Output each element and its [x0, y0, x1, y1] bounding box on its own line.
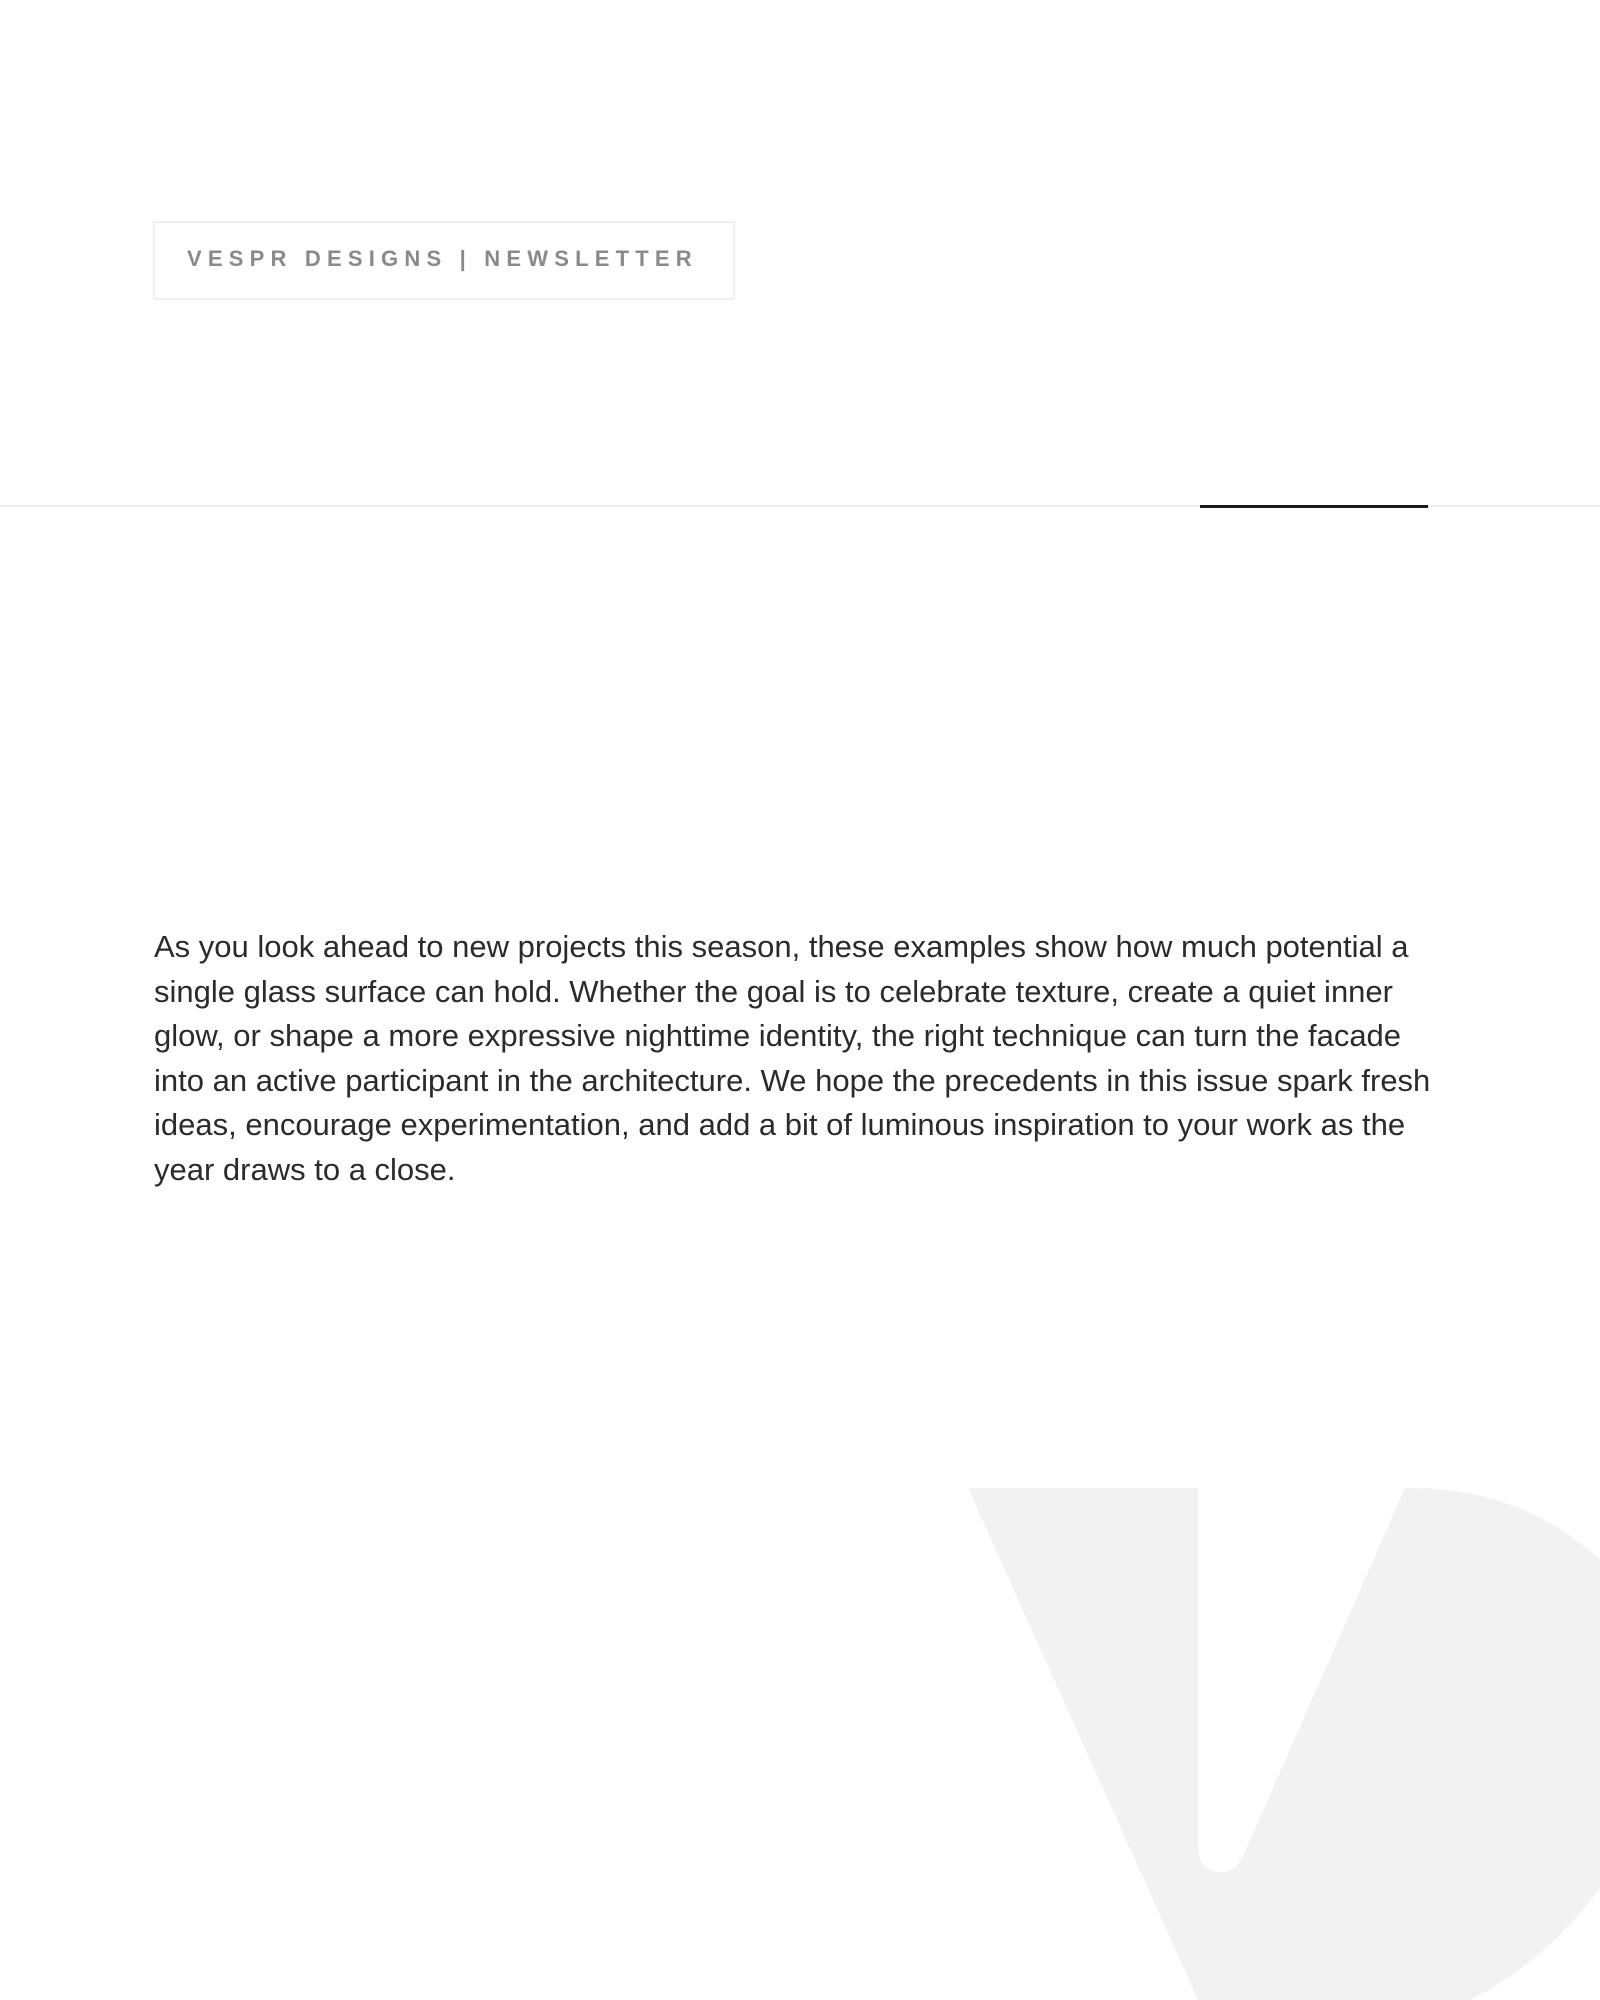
section-divider-accent	[1200, 505, 1428, 508]
logo-left-stroke	[968, 1488, 1600, 2000]
closing-paragraph: As you look ahead to new projects this season, these examples show how much potential a single glass surface can hold. Whether the goal is to celebrate texture, create a quiet inner glow, or shape a more expressive nighttime identity, the right technique can turn the facade into an active participant in the architecture. We hope the precedents in this issue spark fresh ideas, encourage experimentation, and add a bit of luminous inspiration to your work as the year draws to a close.	[154, 929, 1431, 1187]
newsletter-header-label: VESPR DESIGNS | NEWSLETTER	[187, 245, 698, 271]
newsletter-header-badge	[153, 221, 735, 300]
